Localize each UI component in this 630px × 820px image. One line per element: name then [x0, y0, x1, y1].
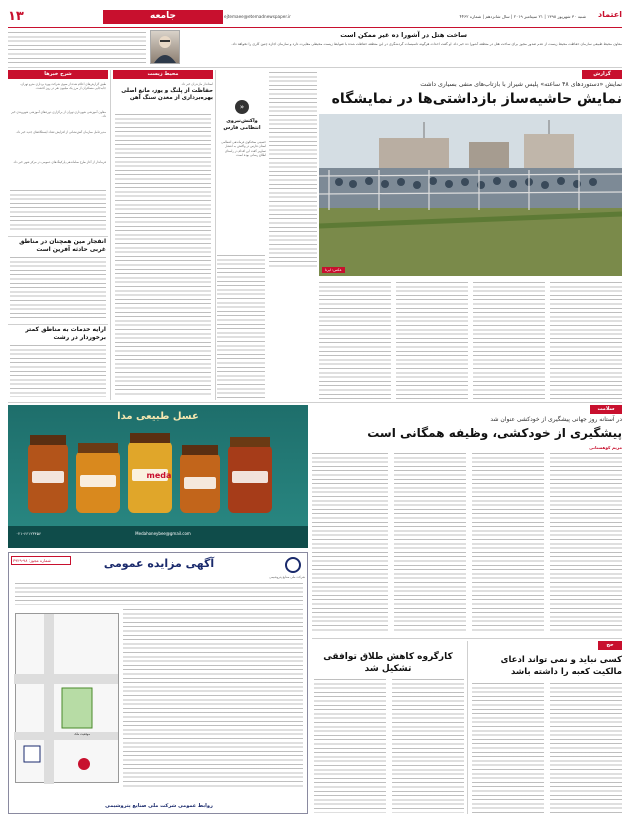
ad-auction-company: شرکت ملی صنایع پتروشیمی	[269, 575, 305, 579]
ad-honey	[8, 405, 308, 548]
ad-auction-logo	[285, 557, 301, 573]
top-story-body-left	[8, 32, 146, 64]
ad-auction	[8, 552, 308, 814]
page-header	[8, 8, 622, 26]
ad-auction-map-label: موقعیت ملک	[73, 732, 91, 736]
sidebar-bullet-3: مدیرعامل سازمان آتش‌نشانی از افزایش تعداد ایستگاه‌های جدید خبر داد.	[15, 130, 106, 134]
health-title: پیشگیری از خودکشی، وظیفه همگانی است	[367, 426, 622, 440]
ad-auction-ref: شماره مجوز: ۹۸-۳۹۲۹	[11, 556, 71, 565]
health-kicker: در آستانه روز جهانی پیشگیری از خودکشی عنوان شد	[490, 416, 622, 423]
section-title: جامعه	[150, 11, 176, 21]
middle-story-title: حفاظت از پلنگ و یوز، مانع اصلی بهره‌برداری از معدن سنگ آهن	[121, 88, 213, 102]
ad-honey-slogan: عسل طبیعی مدا	[117, 411, 199, 422]
ad-honey-brand: meda	[146, 471, 172, 480]
column-intro: حسینی سخنگوی فرماندهی انتظامی استان فارس در واکنش به انتشار تصاویر گفت این اقدام در راستای اطلاع رسانی بوده است.	[221, 140, 266, 158]
section-email: ejtemaee@etemadnewspaper.ir	[224, 14, 291, 19]
hajj-story	[470, 641, 622, 814]
ad-auction-map	[15, 613, 119, 783]
ad-honey-website[interactable]: Medahoneybee@gmail.com	[135, 531, 191, 536]
columnist-avatar	[150, 30, 180, 64]
ad-auction-footer: روابط عمومی شرکت ملی صنایع پتروشیمی	[105, 803, 213, 809]
sidebar-story2-title: انفجار مین همچنان در مناطق غربی حادثه آفرین است	[19, 238, 106, 253]
column-icon: «	[235, 100, 249, 114]
ad-auction-title: آگهی مزایده عمومی	[103, 557, 215, 570]
health-tag: سلامت	[590, 405, 622, 414]
sidebar	[8, 70, 108, 400]
top-story-lead: معاون محیط طبیعی سازمان حفاظت محیط زیست از عدم صدور مجوز برای ساخت هتل در منطقه آشورا ده خبر داد. او گفت احداث هرگونه تاسیسات گردشگری در این منطقه حفاظت شده با ضوابط زیست محیطی مغایرت دارد و سازمان اجازه چنین کاری را نخواهد داد.	[231, 42, 622, 46]
report-kicker: نمایش «دستوردهای ۴۸ ساعته» پلیس شیراز با بازتاب‌های منفی بسیاری داشت	[420, 81, 622, 88]
health-byline: مریم کوهستانی	[589, 445, 622, 450]
sidebar-tag: شرح خبرها	[8, 70, 108, 79]
newspaper-logo: اعتماد	[598, 10, 622, 19]
health-section	[312, 405, 622, 637]
top-story	[8, 30, 622, 66]
ad-honey-phone: ۰۲۱-۶۶۱۲۳۴۵۶	[16, 531, 42, 536]
hajj-tag: حج	[598, 641, 622, 650]
middle-story-tag: محیط زیست	[113, 70, 213, 79]
column-box	[217, 100, 267, 250]
divorce-title: کارگروه کاهش طلاق توافقی تشکیل شد	[323, 652, 453, 674]
header-rule	[8, 27, 622, 28]
column-author: واکنش‌نیروی انتظامی فارس	[223, 118, 261, 131]
photo-credit: عکس: ایرنا	[322, 267, 345, 273]
dateline: شنبه ۳۰ شهریور ۱۳۹۸ | ۲۱ سپتامبر ۲۰۱۹ | سال شانزدهم | شماره ۴۴۶۲	[459, 14, 586, 19]
report	[319, 70, 622, 275]
sidebar-story3-title: ارایه خدمات به مناطق کمتر برخوردار در رشت	[25, 326, 106, 341]
divorce-story	[312, 641, 464, 814]
ad-honey-footer	[8, 526, 308, 548]
page-number: ۱۳	[8, 9, 24, 24]
top-story-title: ساخت هتل در آشورا ده غیر ممکن است	[340, 31, 467, 39]
middle-story	[113, 70, 213, 400]
sidebar-bullet-1: طبق گزارش‌های اعلام شده از سوی شرکت بهره برداری مترو تهران، جابه‌جایی مسافران از مرز یک میلیون نفر در روز گذشت.	[20, 82, 106, 91]
report-tag: گزارش	[582, 70, 622, 79]
hajj-title: کسی نباید و نمی تواند ادعای مالکیت کعبه را داشته باشد	[500, 655, 622, 677]
report-photo	[319, 114, 622, 276]
middle-story-kicker: استاندار مازندران خبر داد	[181, 82, 213, 86]
report-title: نمایش حاشیه‌ساز بازداشتی‌ها در نمایشگاه	[331, 91, 622, 107]
sidebar-bullet-4: فرماندار از آغاز طرح ساماندهی پارکینگ‌های عمومی در مرکز شهر خبر داد.	[13, 160, 106, 164]
sidebar-bullet-2: معاون آموزشی شهرداری تهران از برگزاری دوره‌های آموزشی شهروندی خبر داد.	[11, 110, 106, 119]
